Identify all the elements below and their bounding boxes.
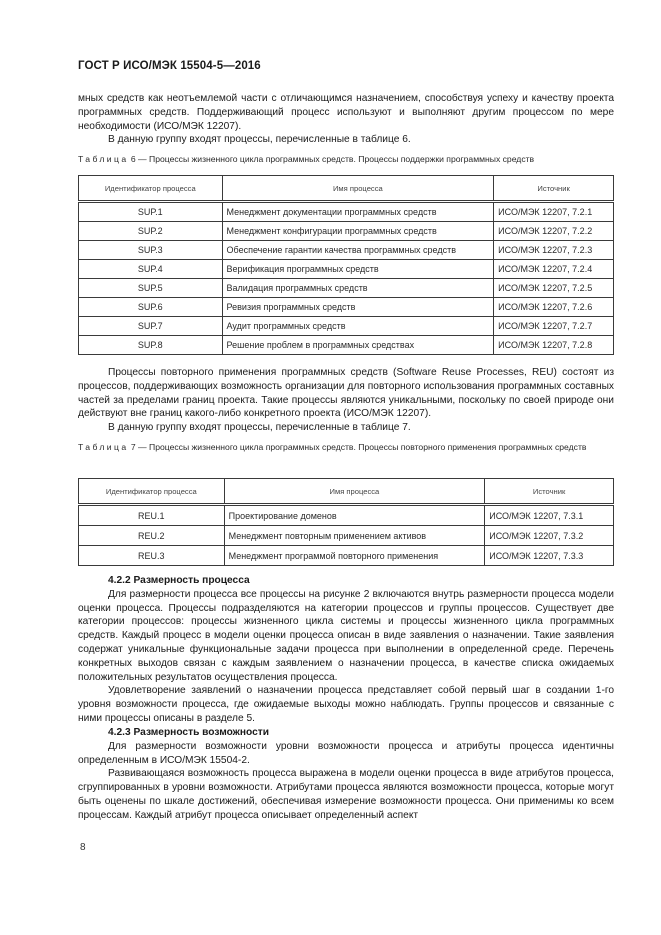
reuse-text xyxy=(78,366,614,435)
process-id: REU.1 xyxy=(79,505,225,526)
table6-caption-text: 6 — Процессы жизненного цикла программных средств. Процессы поддержки программных средств xyxy=(128,154,535,164)
table7-caption xyxy=(78,441,614,453)
process-name: Ревизия программных средств xyxy=(222,298,494,317)
table-row xyxy=(79,279,614,298)
process-source: ИСО/МЭК 12207, 7.3.1 xyxy=(485,505,614,526)
table6 xyxy=(78,175,614,355)
section-paragraph: Для размерности процесса все процессы на рисунке 2 включаются внутрь размерности процесса модели оценки процесса. Процессы подразделяются на категории процессов и группы процессов. Существует две категории процессов: процессы жизненного цикла системы и процессы жизненного цикла программных средств. Каждый процесс в модели оценки процесса описан в виде заявления о назначении. Такие заявления содержат уникальные функциональные задачи процесса при выполнении в определенной среде. Перечень конкретных выходов связан с каждым заявлением о назначении процесса, в качестве списка ожидаемых положительных результатов осуществления процесса. xyxy=(78,588,614,683)
table-row xyxy=(79,260,614,279)
process-id: SUP.6 xyxy=(79,298,223,317)
process-id: SUP.5 xyxy=(79,279,223,298)
process-source: ИСО/МЭК 12207, 7.2.6 xyxy=(494,298,614,317)
table6-header-source: Источник xyxy=(494,176,614,202)
intro-text xyxy=(78,92,614,147)
section-heading: 4.2.2 Размерность процесса xyxy=(108,575,250,586)
process-name: Менеджмент документации программных средств xyxy=(222,202,494,222)
process-id: SUP.3 xyxy=(79,241,223,260)
table-row xyxy=(79,505,614,526)
section-4-2-2 xyxy=(78,574,614,726)
table6-header-row xyxy=(79,176,614,202)
table-row xyxy=(79,202,614,222)
process-name: Валидация программных средств xyxy=(222,279,494,298)
process-id: SUP.8 xyxy=(79,336,223,355)
process-name: Менеджмент повторным применением активов xyxy=(224,526,485,546)
process-name: Менеджмент конфигурации программных средств xyxy=(222,222,494,241)
table7-header-name: Имя процесса xyxy=(224,479,485,505)
table6-caption-label: Таблица xyxy=(78,154,129,164)
process-id: SUP.1 xyxy=(79,202,223,222)
table7-header-row xyxy=(79,479,614,505)
process-source: ИСО/МЭК 12207, 7.2.4 xyxy=(494,260,614,279)
intro-paragraph: мных средств как неотъемлемой части с отличающимся назначением, способствуя успеху и качеству проекта программных средств. Поддерживающий процесс используют и выполняют другим процессом по мере необходимости (ИСО/МЭК 12207). xyxy=(78,93,614,132)
table7-header-id: Идентификатор процесса xyxy=(79,479,225,505)
process-name: Решение проблем в программных средствах xyxy=(222,336,494,355)
process-name: Верификация программных средств xyxy=(222,260,494,279)
reuse-paragraph: Процессы повторного применения программных средств (Software Reuse Processes, REU) состоят из процессов, поддерживающих возможность организации для повторного использования программных составных частей за пределами границ проекта. Такие процессы являются уникальными, поскольку по своей природе они действуют вне границ какого-либо конкретного проекта (ИСО/МЭК 12207). xyxy=(78,367,614,420)
process-name: Обеспечение гарантии качества программных средств xyxy=(222,241,494,260)
process-source: ИСО/МЭК 12207, 7.2.8 xyxy=(494,336,614,355)
process-id: REU.2 xyxy=(79,526,225,546)
table7-caption-label: Таблица xyxy=(78,442,129,452)
process-name: Проектирование доменов xyxy=(224,505,485,526)
section-paragraph: Для размерности возможности уровни возможности процесса и атрибуты процесса идентичны определенным в ИСО/МЭК 15504-2. xyxy=(78,740,614,766)
process-source: ИСО/МЭК 12207, 7.2.5 xyxy=(494,279,614,298)
process-name: Менеджмент программой повторного применения xyxy=(224,546,485,566)
process-source: ИСО/МЭК 12207, 7.2.7 xyxy=(494,317,614,336)
table-row xyxy=(79,298,614,317)
table6-caption xyxy=(78,153,614,165)
process-id: SUP.4 xyxy=(79,260,223,279)
process-source: ИСО/МЭК 12207, 7.2.2 xyxy=(494,222,614,241)
section-paragraph: Удовлетворение заявлений о назначении процесса представляет собой первый шаг в создании 1-го уровня возможности процесса, где ожидаемые выходы можно наблюдать. Группы процессов и связанные с ними процессы описаны в разделе 5. xyxy=(78,685,614,724)
page-number: 8 xyxy=(80,842,86,853)
reuse-group-paragraph: В данную группу входят процессы, перечисленные в таблице 7. xyxy=(108,422,411,434)
table-row xyxy=(79,222,614,241)
process-id: SUP.7 xyxy=(79,317,223,336)
table-row xyxy=(79,546,614,566)
process-source: ИСО/МЭК 12207, 7.3.3 xyxy=(485,546,614,566)
process-source: ИСО/МЭК 12207, 7.2.1 xyxy=(494,202,614,222)
section-heading: 4.2.3 Размерность возможности xyxy=(108,727,270,738)
section-4-2-3 xyxy=(78,726,614,823)
process-source: ИСО/МЭК 12207, 7.3.2 xyxy=(485,526,614,546)
document-header-title: ГОСТ Р ИСО/МЭК 15504-5—2016 xyxy=(78,60,261,72)
process-id: SUP.2 xyxy=(79,222,223,241)
process-source: ИСО/МЭК 12207, 7.2.3 xyxy=(494,241,614,260)
table7 xyxy=(78,478,614,566)
table-row xyxy=(79,317,614,336)
table-row xyxy=(79,336,614,355)
table6-header-id: Идентификатор процесса xyxy=(79,176,223,202)
intro-group-paragraph: В данную группу входят процессы, перечисленные в таблице 6. xyxy=(108,134,411,146)
table6-header-name: Имя процесса xyxy=(222,176,494,202)
process-name: Аудит программных средств xyxy=(222,317,494,336)
table7-caption-text: 7 — Процессы жизненного цикла программных средств. Процессы повторного применения программных средств xyxy=(128,442,587,452)
table-row xyxy=(79,526,614,546)
table7-header-source: Источник xyxy=(485,479,614,505)
process-id: REU.3 xyxy=(79,546,225,566)
section-paragraph: Развивающаяся возможность процесса выражена в модели оценки процесса в виде атрибутов процесса, сгруппированных в уровни возможности. Атрибутами процесса являются возможности процесса, которые могут быть оценены по шкале достижений, обеспечивая измерение возможности процесса. Они применимы ко всем процессам. Каждый атрибут процесса описывает определенный аспект xyxy=(78,768,614,821)
table-row xyxy=(79,241,614,260)
